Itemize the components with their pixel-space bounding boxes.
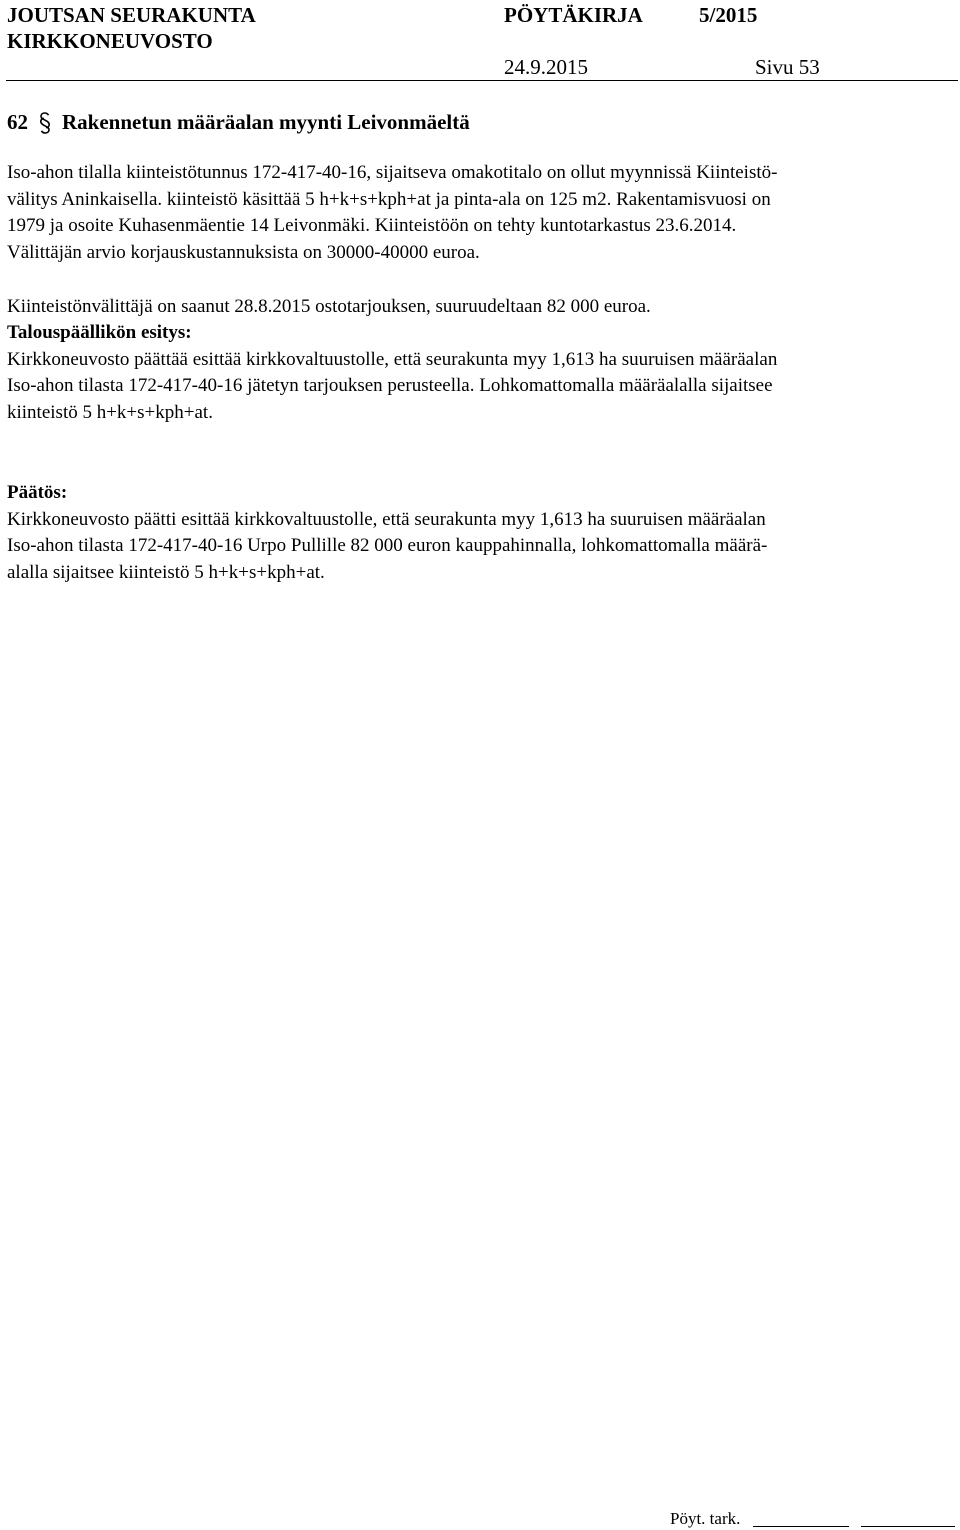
header-divider: [6, 80, 958, 81]
section-heading: [7, 109, 470, 136]
body-name: KIRKKONEUVOSTO: [7, 29, 213, 53]
text-line: Iso-ahon tilasta 172-417-40-16 jätetyn tarjouksen perusteella. Lohkomattomalla määräalalla sijaitsee: [7, 375, 773, 397]
meeting-date: 24.9.2015: [504, 55, 588, 79]
text-line: Kirkkoneuvosto päätti esittää kirkkovaltuustolle, että seurakunta myy 1,613 ha suuruisen määräalan: [7, 508, 766, 530]
proposal-label: Talouspäällikön esitys:: [7, 322, 192, 343]
offer-paragraph: [7, 294, 955, 321]
document-number: 5/2015: [699, 3, 758, 27]
signature-line: [753, 1526, 849, 1527]
text-line: alalla sijaitsee kiinteistö 5 h+k+s+kph+at.: [7, 562, 325, 584]
text-line: Kirkkoneuvosto päättää esittää kirkkovaltuustolle, että seurakunta myy 1,613 ha suuruisen määräalan: [7, 348, 778, 370]
decision-block: [7, 480, 955, 587]
decision-label: Päätös:: [7, 482, 68, 503]
page-number: Sivu 53: [755, 55, 820, 79]
text-line: Iso-ahon tilalla kiinteistötunnus 172-417-40-16, sijaitseva omakotitalo on ollut myynnissä Kiinteistö-: [7, 162, 778, 183]
text-line: Välittäjän arvio korjauskustannuksista on 30000-40000 euroa.: [7, 242, 480, 264]
text-line: Iso-ahon tilasta 172-417-40-16 Urpo Pullille 82 000 euron kauppahinnalla, lohkomattomalla määrä-: [7, 535, 768, 557]
section-title: Rakennetun määräalan myynti Leivonmäeltä: [62, 110, 470, 134]
section-sign-icon: [36, 112, 54, 134]
intro-paragraph: [7, 160, 955, 267]
organization-name: JOUTSAN SEURAKUNTA: [7, 3, 256, 27]
minutes-checker-label: Pöyt. tark.: [670, 1509, 741, 1528]
text-line: 1979 ja osoite Kuhasenmäentie 14 Leivonmäki. Kiinteistöön on tehty kuntotarkastus 23.6.2014.: [7, 215, 737, 237]
text-line: välitys Aninkaisella. kiinteistö käsittää 5 h+k+s+kph+at ja pinta-ala on 125 m2. Rakentamisvuosi on: [7, 188, 771, 210]
proposal-block: [7, 320, 955, 427]
text-line: Kiinteistönvälittäjä on saanut 28.8.2015 ostotarjouksen, suuruudeltaan 82 000 euroa.: [7, 296, 651, 317]
signature-line: [861, 1526, 955, 1527]
section-number: 62: [7, 110, 28, 134]
text-line: kiinteistö 5 h+k+s+kph+at.: [7, 402, 213, 424]
document-type: PÖYTÄKIRJA: [504, 3, 643, 27]
